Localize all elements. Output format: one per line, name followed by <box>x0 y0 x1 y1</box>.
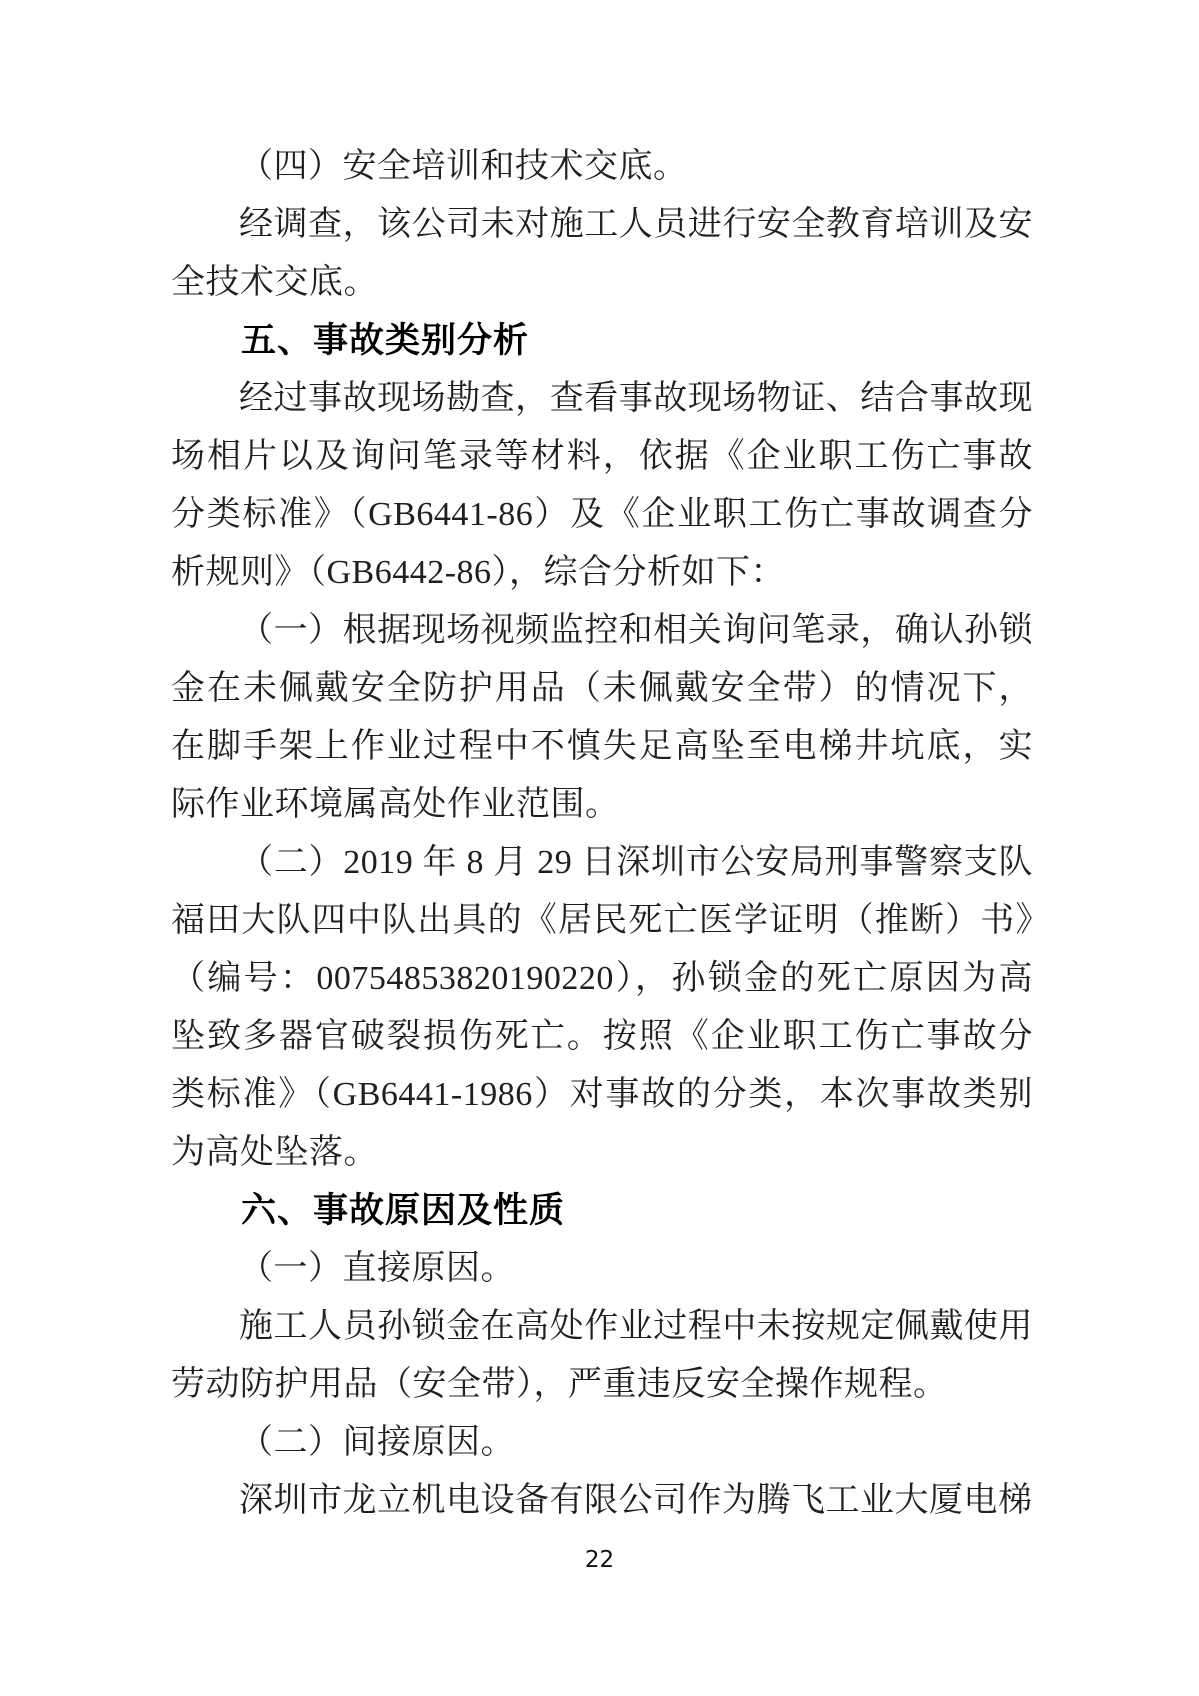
paragraph: （二）2019 年 8 月 29 日深圳市公安局刑事警察支队福田大队四中队出具的《居民死亡医学证明（推断）书》（编号：00754853820190220），孙锁金的死亡原因为高坠致多器官破裂损伤死亡。按照《企业职工伤亡事故分类标准》（GB6441-1986）对事故的分类，本次事故类别为高处坠落。 <box>171 844 1033 1171</box>
paragraph: 深圳市龙立机电设备有限公司作为腾飞工业大厦电梯 <box>239 1482 1033 1519</box>
paragraph: 施工人员孙锁金在高处作业过程中未按规定佩戴使用劳动防护用品（安全带），严重违反安全操作规程。 <box>171 1308 1033 1403</box>
page-footer <box>0 1544 1199 1576</box>
section-heading-5: 五、事故类别分析 <box>241 321 530 360</box>
paragraph: 经过事故现场勘查，查看事故现场物证、结合事故现场相片以及询问笔录等材料，依据《企业职工伤亡事故分类标准》（GB6441-86）及《企业职工伤亡事故调查分析规则》（GB6442-86），综合分析如下： <box>171 380 1033 591</box>
paragraph: （一）直接原因。 <box>239 1250 515 1287</box>
section-heading-6: 六、事故原因及性质 <box>241 1191 566 1230</box>
paragraph: （四）安全培训和技术交底。 <box>239 148 688 185</box>
paragraph: （一）根据现场视频监控和相关询问笔录，确认孙锁金在未佩戴安全防护用品（未佩戴安全带）的情况下，在脚手架上作业过程中不慎失足高坠至电梯井坑底，实际作业环境属高处作业范围。 <box>171 612 1033 823</box>
page-number: 22 <box>584 1547 615 1573</box>
document-body <box>171 138 1033 1530</box>
paragraph: 经调查，该公司未对施工人员进行安全教育培训及安全技术交底。 <box>171 206 1033 301</box>
paragraph: （二）间接原因。 <box>239 1424 515 1461</box>
